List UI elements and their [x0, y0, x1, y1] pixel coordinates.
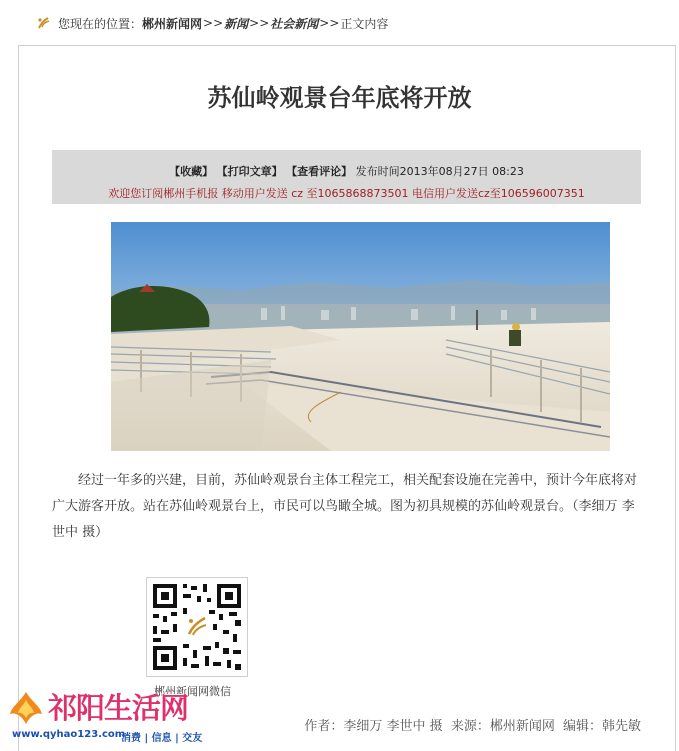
article-info-bar	[52, 150, 641, 204]
breadcrumb	[36, 13, 388, 33]
publish-time: 发布时间2013年08月27日 08:23	[355, 165, 524, 178]
favorite-button[interactable]: 【收藏】	[169, 165, 214, 178]
breadcrumb-site-link[interactable]: 郴州新闻网	[142, 16, 203, 31]
subscribe-notice[interactable]: 欢迎您订阅郴州手机报 移动用户发送 cz 至1065868873501 电信用户发送cz至106596007351	[108, 187, 585, 200]
breadcrumb-separator: >>	[319, 16, 340, 30]
article-author: 作者：李细万 李世中 摄	[304, 719, 443, 734]
breadcrumb-news-link[interactable]: 新闻	[224, 16, 249, 31]
article-body: 经过一年多的兴建，目前，苏仙岭观景台主体工程完工，相关配套设施在完善中，预计今年底将对广大游客开放。站在苏仙岭观景台上，市民可以鸟瞰全城。图为初具规模的苏仙岭观景台。（李细万 李世中 摄）	[52, 473, 638, 540]
article-editor: 编辑：韩先敏	[562, 719, 641, 734]
watermark	[0, 686, 215, 751]
article-actions-row	[52, 163, 641, 179]
article-meta-footer	[300, 715, 641, 734]
print-button[interactable]: 【打印文章】	[216, 165, 283, 178]
watermark-brand: 祁阳生活网	[48, 691, 189, 725]
breadcrumb-current: 正文内容	[340, 16, 389, 31]
breadcrumb-social-news-link[interactable]: 社会新闻	[270, 16, 319, 31]
breadcrumb-prefix: 您现在的位置：	[58, 16, 143, 31]
wechat-qr-code[interactable]	[146, 577, 248, 677]
observation-deck-photo	[111, 222, 610, 451]
qr-caption: 郴州新闻网微信	[154, 685, 231, 698]
view-comments-button[interactable]: 【查看评论】	[286, 165, 353, 178]
article-title: 苏仙岭观景台年底将开放	[207, 84, 472, 112]
article-source: 来源：郴州新闻网	[450, 719, 555, 734]
site-logo-icon	[36, 15, 52, 31]
watermark-tags: 消费 | 信息 | 交友	[121, 733, 203, 744]
qr-code-icon	[147, 578, 247, 676]
breadcrumb-separator: >>	[249, 16, 270, 30]
watermark-url: www.qyhao123.com	[12, 729, 126, 740]
breadcrumb-separator: >>	[203, 16, 224, 30]
article-photo	[111, 222, 610, 451]
watermark-logo-icon	[6, 688, 46, 728]
